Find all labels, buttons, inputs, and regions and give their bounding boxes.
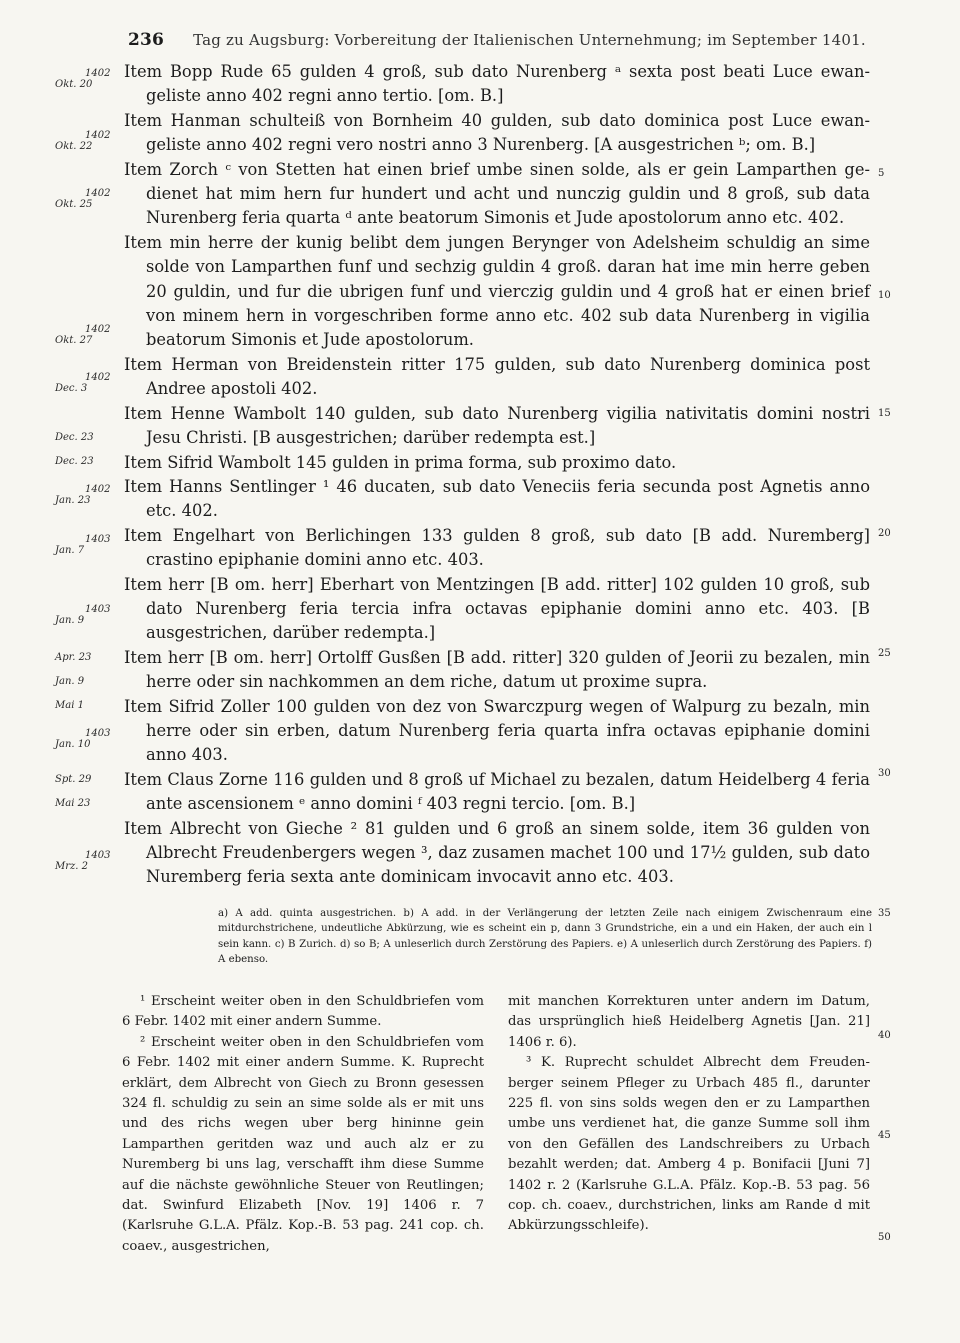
line-number: 35 xyxy=(878,908,891,919)
margin-date: 1402 Jan. 23 xyxy=(55,484,111,506)
line-number: 45 xyxy=(878,1130,891,1141)
running-header xyxy=(128,30,868,50)
footnote: ² Erscheint weiter oben in den Schuldbriefen vom 6 Febr. 1402 mit einer andern Summe. K. Ruprecht erklärt, dem Albrecht von Giech zu Bronn gesessen 324 fl. schuldig zu sein an sime solde als er mit uns und des richs wegen uber berg hininne gein Lamparthen geritden waz und auch alz er zu Nuremberg bi uns lag, verschafft ihm diese Summe auf die nächste gewöhnliche Steuer von Reutlingen; dat. Swinfurd Elizabeth [Nov. 19] 1406 r. 7 (Karlsruhe G.L.A. Pfälz. Kop.-B. 53 pag. 241 cop. ch. coaev., ausgestrichen, xyxy=(122,1034,484,1254)
margin-date: Mai 23 xyxy=(55,798,91,809)
ledger-entry: Item Sifrid Zoller 100 gulden von dez von Swarczpurg wegen of Walpurg zu bezaln, min herre oder sin erben, datum Nurenberg feria quarta infra octavas epiphanie domini anno 403. xyxy=(124,696,870,765)
ledger-entry: Item herr [B om. herr] Ortolff Gusßen [B add. ritter] 320 gulden of Jeorii zu bezalen, min herre oder sin nachkommen an dem riche, datum ut proxime supra. xyxy=(124,647,870,692)
ledger-entry: Item Bopp Rude 65 gulden 4 groß, sub dato Nurenberg ᵃ sexta post beati Luce ewangeliste anno 402 regni anno tertio. [om. B.] xyxy=(124,62,870,106)
margin-date: 1402 Okt. 20 xyxy=(55,68,111,90)
line-number: 40 xyxy=(878,1030,891,1041)
margin-date: 1402 Okt. 22 xyxy=(55,130,111,152)
margin-date: 1403 Jan. 7 xyxy=(55,534,111,556)
running-title: Tag zu Augsburg: Vorbereitung der Italienischen Unternehmung; im September 1401. xyxy=(193,31,866,49)
margin-date: Dec. 23 xyxy=(55,456,94,467)
page-number: 236 xyxy=(128,30,165,50)
ledger-entry: Item Claus Zorne 116 gulden und 8 groß uf Michael zu bezalen, datum Heidelberg 4 feria ante ascensionem ᵉ anno domini ᶠ 403 regni tercio. [om. B.] xyxy=(124,769,870,814)
ledger-entry: Item Henne Wambolt 140 gulden, sub dato Nurenberg vigilia nativitatis domini nostri Jesu Christi. [B ausgestrichen; darüber redempta est.] xyxy=(124,403,870,448)
margin-date: Mai 1 xyxy=(55,700,84,711)
ledger-entry: Item Engelhart von Berlichingen 133 gulden 8 groß, sub dato [B add. Nuremberg] crastino epiphanie domini anno etc. 403. xyxy=(124,525,870,570)
critical-apparatus: a) A add. quinta ausgestrichen. b) A add. in der Verlängerung der letzten Zeile nach einigem Zwischenraum eine mitdurchstrichene, undeutliche Abkürzung, wie es scheint ein p, dann 3 Grundstriche, ein a und ein Haken, der auch ein l sein kann. c) B Zurich. d) so B; A unleserlich durch Zerstörung des Papiers. e) A unleserlich durch Zerstörung des Papiers. f) A ebenso. xyxy=(218,908,872,966)
main-text xyxy=(124,60,870,890)
ledger-entry: Item Albrecht von Gieche ² 81 gulden und 6 groß an sinem solde, item 36 gulden von Albrecht Freudenbergers wegen ³, daz zusamen machet 100 und 17½ gulden, sub dato Nuremberg feria sexta ante dominicam invocavit anno etc. 403. xyxy=(124,818,870,887)
margin-date: Apr. 23 xyxy=(55,652,92,663)
footnotes xyxy=(122,992,870,1257)
line-number: 10 xyxy=(878,290,891,301)
footnote: ¹ Erscheint weiter oben in den Schuldbriefen vom 6 Febr. 1402 mit einer andern Summe. xyxy=(122,994,484,1030)
line-number: 20 xyxy=(878,528,891,539)
line-number: 25 xyxy=(878,648,891,659)
ledger-entry: Item herr [B om. herr] Eberhart von Mentzingen [B add. ritter] 102 gulden 10 groß, sub dato Nurenberg feria tercia infra octavas epiphanie domini anno etc. 403. [B ausgestrichen, darüber redempta.] xyxy=(124,574,870,643)
footnote-column-left xyxy=(122,992,484,1257)
line-number: 30 xyxy=(878,768,891,779)
line-number: 5 xyxy=(878,168,885,179)
margin-date: Spt. 29 xyxy=(55,774,92,785)
ledger-entry: Item min herre der kunig belibt dem jungen Berynger von Adelsheim schuldig an sime solde von Lamparthen funf und sechzig guldin 4 groß. daran hat ime min herre geben 20 guldin, und fur die ubrigen funf und vierczig guldin und 4 groß hat er einen brief von minem hern in vorgeschriben forme anno etc. 402 sub data Nurenberg in vigilia beatorum Simonis et Jude apostolorum. xyxy=(124,232,870,350)
ledger-entry: Item Hanns Sentlinger ¹ 46 ducaten, sub dato Veneciis feria secunda post Agnetis anno etc. 402. xyxy=(124,476,870,521)
ledger-entry: Item Zorch ᶜ von Stetten hat einen brief umbe sinen solde, als er gein Lamparthen gedienet hat mim hern fur hundert und acht und nunczig guldin und 8 groß, sub data Nurenberg feria quarta ᵈ ante beatorum Simonis et Jude apostolorum anno etc. 402. xyxy=(124,159,870,228)
margin-date: 1403 Mrz. 2 xyxy=(55,850,111,872)
footnote: ³ K. Ruprecht schuldet Albrecht dem Freudenberger seinem Pfleger zu Urbach 485 fl., darunter 225 fl. von sins solds wegen den er zu Lamparthen umbe uns verdienet hat, die ganze Summe soll ihm von den Gefällen des Landschreibers zu Urbach bezahlt werden; dat. Amberg 4 p. Bonifacii [Juni 7] 1402 r. 2 (Karlsruhe G.L.A. Pfälz. Kop.-B. 53 pag. 56 cop. ch. coaev., durchstrichen, links am Rande d mit Abkürzungsschleife). xyxy=(508,1055,870,1234)
margin-date: 1403 Jan. 10 xyxy=(55,728,111,750)
ledger-entry: Item Hanman schulteiß von Bornheim 40 gulden, sub dato dominica post Luce ewangeliste anno 402 regni vero nostri anno 3 Nurenberg. [A ausgestrichen ᵇ; om. B.] xyxy=(124,110,870,155)
margin-date: 1402 Okt. 27 xyxy=(55,324,111,346)
margin-date: 1402 Dec. 3 xyxy=(55,372,111,394)
margin-date: 1402 Okt. 25 xyxy=(55,188,111,210)
footnote-continuation: mit manchen Korrekturen unter andern im Datum, das ursprünglich hieß Heidelberg Agnetis [Jan. 21] 1406 r. 6). xyxy=(508,994,870,1050)
line-number: 15 xyxy=(878,408,891,419)
margin-date: 1403 Jan. 9 xyxy=(55,604,111,626)
line-number: 50 xyxy=(878,1232,891,1243)
ledger-entry: Item Herman von Breidenstein ritter 175 gulden, sub dato Nurenberg dominica post Andree apostoli 402. xyxy=(124,354,870,399)
margin-date: Jan. 9 xyxy=(55,676,85,687)
ledger-entry: Item Sifrid Wambolt 145 gulden in prima forma, sub proximo dato. xyxy=(124,452,677,472)
margin-date: Dec. 23 xyxy=(55,432,94,443)
footnote-column-right xyxy=(508,992,870,1257)
